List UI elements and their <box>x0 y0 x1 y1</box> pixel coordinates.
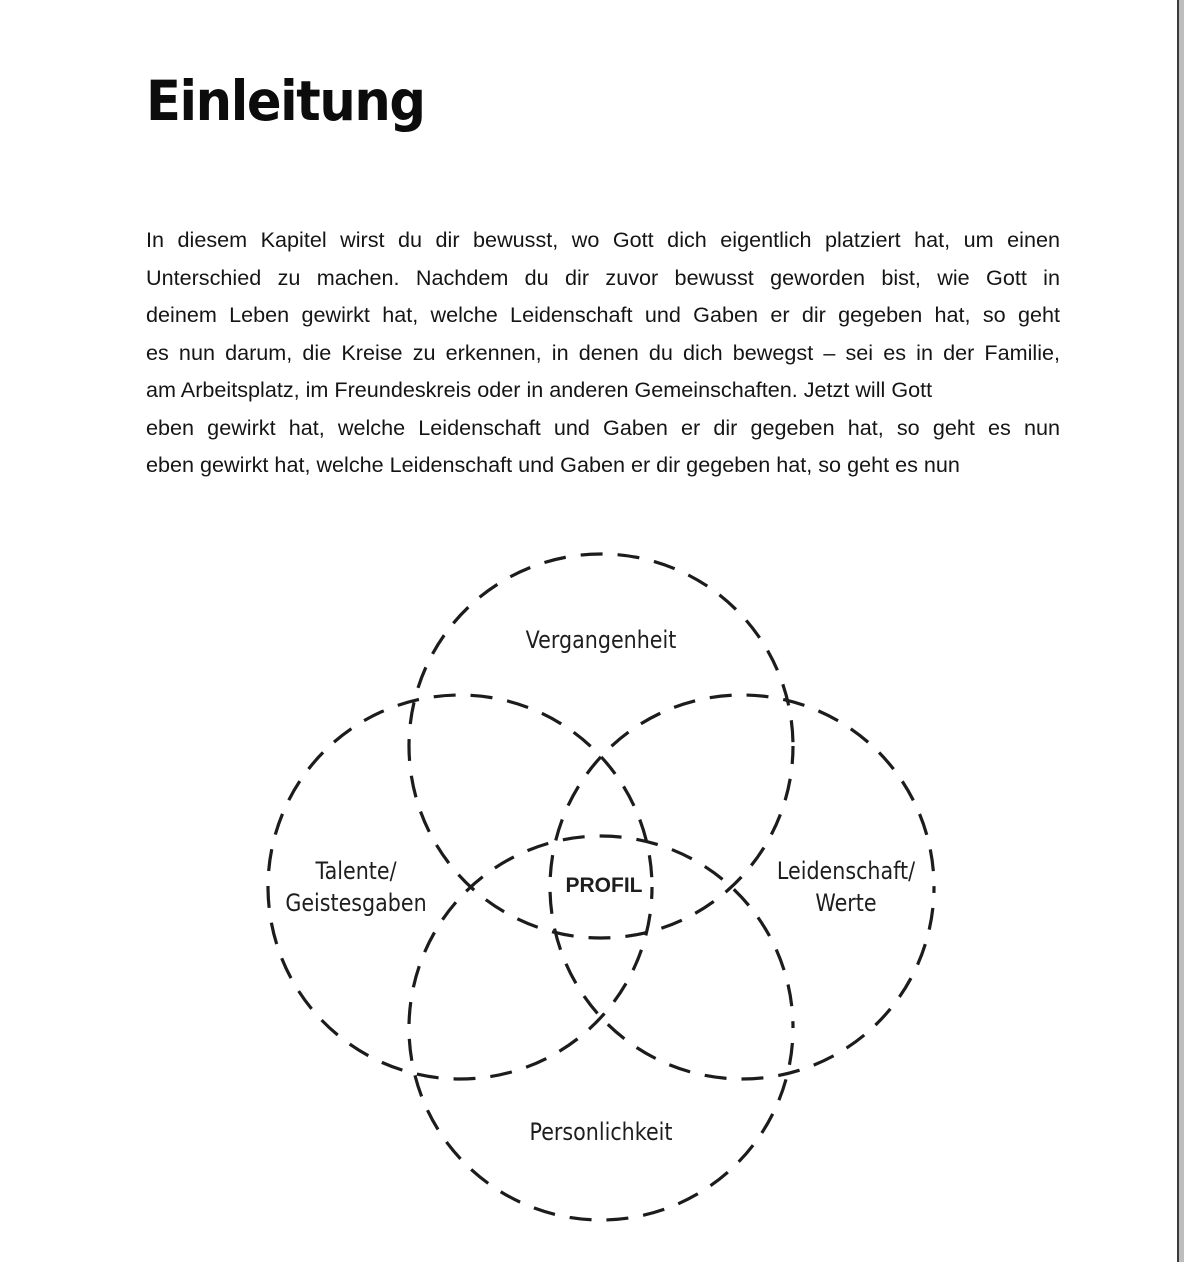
paragraph-line: es nun darum, die Kreise zu erkennen, in denen du dich bewegst – sei es in der Familie, <box>146 339 1060 365</box>
label-talente-line1: Talente/ <box>315 857 397 885</box>
label-leidenschaft-line1: Leidenschaft/ <box>776 857 916 885</box>
label-talente-geistesgaben <box>270 855 442 919</box>
paragraph-line: In diesem Kapitel wirst du dir bewusst, wo Gott dich eigentlich platziert hat, um einen <box>146 227 1060 252</box>
page-edge-band <box>1179 0 1184 1262</box>
paragraph-line: eben gewirkt hat, welche Leidenschaft und Gaben er dir gegeben hat, so geht es nun <box>146 414 1060 440</box>
paragraph-line: deinem Leben gewirkt hat, welche Leidenschaft und Gaben er dir gegeben hat, so geht <box>146 302 1060 327</box>
label-personlichkeit: Personlichkeit <box>529 1118 673 1146</box>
paragraph-line: am Arbeitsplatz, im Freundeskreis oder in anderen Gemeinschaften. Jetzt will Gott <box>146 377 933 402</box>
label-vergangenheit: Vergangenheit <box>525 626 677 654</box>
paragraph-line: Unterschied zu machen. Nachdem du dir zuvor bewusst geworden bist, wie Gott in <box>146 264 1060 290</box>
label-leidenschaft-werte <box>760 855 932 919</box>
page-title: Einleitung <box>146 69 425 133</box>
label-talente-line2: Geistesgaben <box>285 889 427 917</box>
label-profil-center: PROFIL <box>565 874 643 897</box>
intro-paragraph <box>146 225 1060 488</box>
label-leidenschaft-line2: Werte <box>815 889 877 917</box>
paragraph-line: eben gewirkt hat, welche Leidenschaft und Gaben er dir gegeben hat, so geht es nun <box>146 452 960 477</box>
